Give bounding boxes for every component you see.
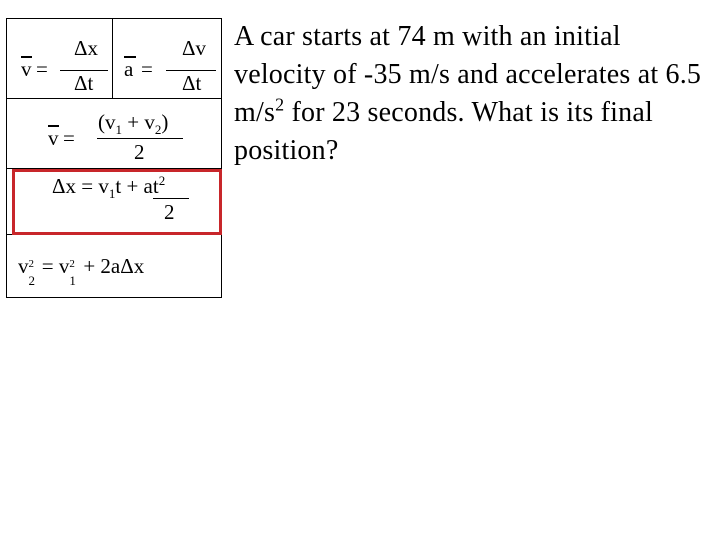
- formula-text: v 2 2 = v 2 1 + 2aΔx: [18, 254, 145, 288]
- fraction-bar: [97, 138, 183, 139]
- equals-sign: =: [63, 126, 75, 150]
- divider-col: [112, 18, 113, 98]
- fraction-bar: [153, 198, 189, 199]
- numerator: Δx: [74, 36, 99, 60]
- equals-sign: =: [141, 57, 153, 81]
- numerator: Δv: [182, 36, 207, 60]
- v-symbol: v: [21, 57, 32, 81]
- problem-text: A car starts at 74 m with an initial velocity of -35 m/s and accelerates at 6.5 $m/s^2$ for 23 seconds. What is its final position?: [234, 21, 702, 166]
- lhs: $\Delta x = v_1t + at^2$: [52, 173, 166, 202]
- divider-row1: [6, 98, 222, 99]
- denominator: Δt: [182, 71, 202, 95]
- denominator: 2: [134, 140, 145, 164]
- denominator: 2: [164, 200, 175, 224]
- a-symbol: a: [124, 57, 134, 81]
- equals-sign: =: [36, 57, 48, 81]
- v-symbol: v: [48, 126, 59, 150]
- denominator: Δt: [74, 71, 94, 95]
- numerator: $(v_1 + v_2)$: [98, 110, 169, 138]
